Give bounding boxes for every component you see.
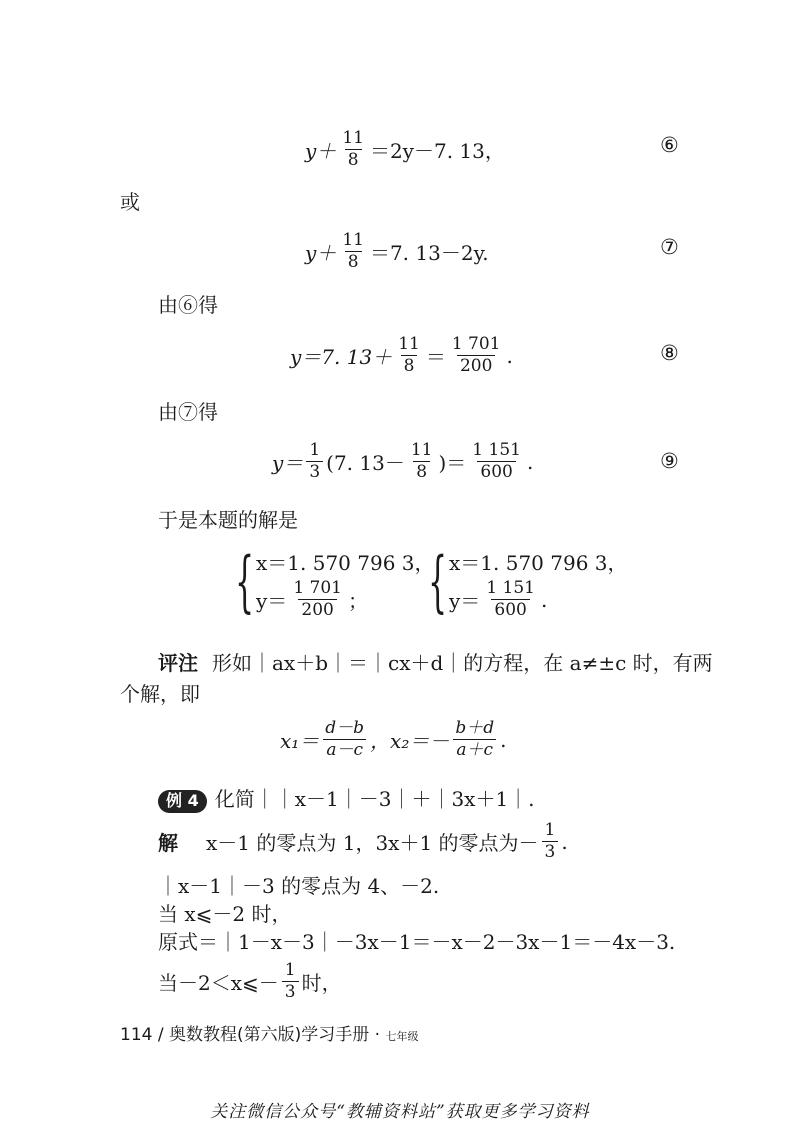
watermark-text: 关注微信公众号“教辅资料站”获取更多学习资料 [210,1102,590,1122]
solution-frac-den: 3 [542,841,559,863]
system2-y-row [449,578,628,621]
zero-points-line: ｜x－1｜－3 的零点为 4、－2. [158,874,440,898]
system2-y-num: 1 151 [486,578,535,598]
example-badge: 例 4 [158,790,207,813]
remark-fraction-2 [452,718,497,761]
solution-post: . [561,829,568,854]
solution-line [158,820,568,863]
remark-x1: x₁＝ [280,729,320,753]
case2-post: 时， [301,971,342,995]
system2-y-post: . [540,587,548,612]
solution-system-2 [405,543,628,621]
remark-equation [280,718,506,761]
eq8-post: . [506,343,513,368]
eq6-lhs: y＋ [305,139,337,163]
left-brace-icon: { [428,543,447,620]
eq9-fraction-1 [306,440,323,483]
solution-label: 解 [158,831,178,855]
book-title: / 奥数教程(第六版)学习手册 · [157,1025,381,1045]
eq9-frac1-num: 1 [309,440,321,460]
solution-text: x－1 的零点为 1，3x＋1 的零点为－ [206,831,539,855]
solution-frac-num: 1 [544,820,556,840]
equation-8 [290,334,513,377]
system2-y-pre: y＝ [449,589,481,613]
eq8-fraction-1 [395,334,423,377]
equation-7 [305,230,489,273]
eq7-number: ⑦ [660,235,679,259]
eq8-frac2-den: 200 [457,355,495,377]
eq8-mid: ＝ [425,345,446,369]
example-4 [158,785,535,813]
remark-f1-den: a－c [323,739,366,761]
case-2-line [158,960,342,1003]
solution-system-1 [212,543,435,621]
equation-6 [305,128,505,171]
eq9-fraction-2 [408,440,436,483]
page-footer [120,1020,418,1045]
eq7-frac-den: 8 [345,251,362,273]
system2-y-den: 600 [491,599,529,621]
eq9-frac2-den: 8 [413,461,430,483]
eq9-frac2-num: 11 [410,440,433,460]
eq9-post: . [526,449,534,474]
eq7-fraction [339,230,367,273]
eq8-frac2-num: 1 701 [451,334,501,354]
eq7-frac-num: 11 [342,230,364,250]
eq6-frac-num: 11 [342,128,364,148]
remark-line-1 [158,649,713,677]
eq9-pre: y＝ [272,451,304,475]
eq9-frac3-num: 1 151 [472,440,521,460]
eq8-pre: y＝7. 13＋ [290,345,393,369]
eq9-frac1-den: 3 [306,461,323,483]
or-word: 或 [120,190,140,214]
remark-f2-den: a＋c [453,739,496,761]
system1-y-num: 1 701 [293,578,342,598]
eq9-fraction-3 [469,440,524,483]
eq8-frac1-den: 8 [401,355,418,377]
case2-frac-num: 1 [284,960,296,980]
remark-label: 评注 [158,651,198,675]
case-1-line: 当 x⩽－2 时， [158,902,292,926]
case2-pre: 当－2＜x⩽－ [158,971,279,995]
remark-f1-num: d－b [325,718,365,738]
system1-y-fraction [290,578,345,621]
system2-y-fraction [483,578,538,621]
eq6-frac-den: 8 [345,149,362,171]
from-eq7: 由⑦得 [158,400,218,424]
eq9-paren-close: )＝ [438,451,467,475]
system1-y-pre: y＝ [256,589,288,613]
eq7-rhs: ＝7. 13－2y. [369,241,489,265]
system1-y-den: 200 [298,599,336,621]
remark-text-1: 形如｜ax＋b｜＝｜cx＋d｜的方程，在 a≠±c 时，有两 [212,651,713,675]
left-brace-icon: { [235,543,254,620]
eq9-frac3-den: 600 [477,461,515,483]
equation-9 [272,440,533,483]
remark-line-2: 个解，即 [120,682,200,706]
example-4-text: 化简｜｜x－1｜－3｜＋｜3x＋1｜. [214,787,535,811]
eq6-fraction [339,128,367,171]
eq6-rhs: ＝2y－7. 13， [369,139,505,163]
system1-x-row: x＝1. 570 796 3， [256,551,435,575]
remark-f2-num: b＋d [455,718,495,738]
remark-post: . [500,727,507,752]
case2-frac-den: 3 [282,981,299,1003]
system2-x-row: x＝1. 570 796 3， [449,551,628,575]
case2-fraction [282,960,299,1003]
solution-fraction [542,820,559,863]
from-eq6: 由⑥得 [158,293,218,317]
remark-fraction-1 [322,718,367,761]
eq7-lhs: y＋ [305,241,337,265]
grade-label: 七年级 [385,1030,419,1043]
remark-sep: ，x₂＝－ [370,729,450,753]
eq6-number: ⑥ [660,133,679,157]
eq8-number: ⑧ [660,341,679,365]
system1-y-post: ； [347,589,368,613]
eq9-paren-open: (7. 13－ [326,451,405,475]
eq8-fraction-2 [449,334,504,377]
original-expression-line: 原式＝｜1－x－3｜－3x－1＝－x－2－3x－1＝－4x－3. [158,930,676,954]
eq9-number: ⑨ [660,449,679,473]
solution-intro: 于是本题的解是 [158,508,298,532]
eq8-frac1-num: 11 [398,334,420,354]
page-number: 114 [120,1025,153,1045]
